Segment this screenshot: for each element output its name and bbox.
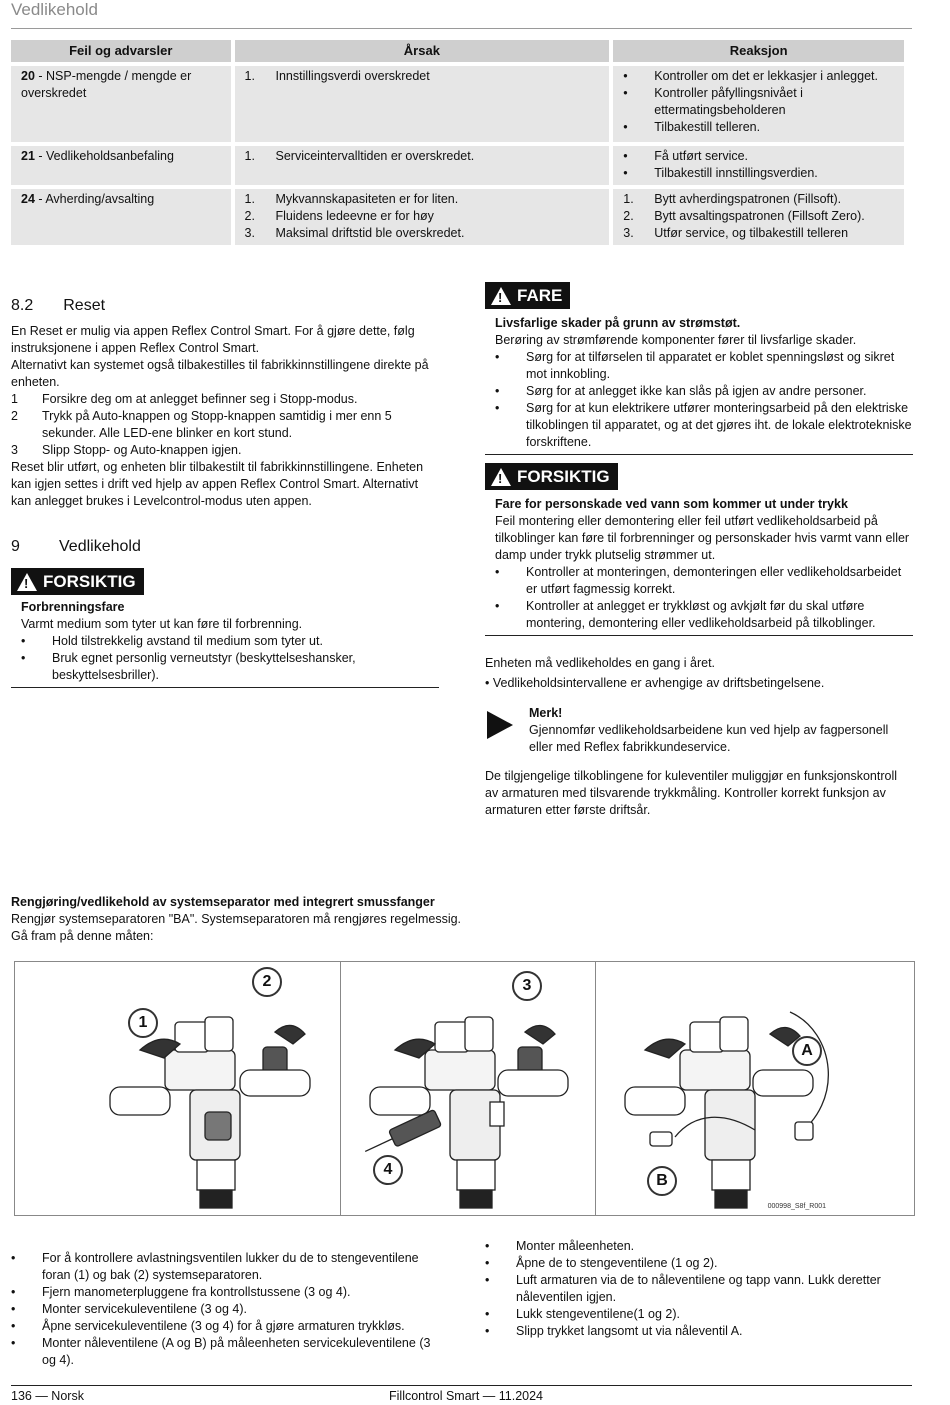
reaction-cell bbox=[613, 146, 904, 185]
list-item: 1. Innstillingsverdi overskredet bbox=[244, 68, 430, 83]
list-item: • Slipp trykket langsomt ut via nåleventil A. bbox=[485, 1324, 743, 1338]
cause-cell bbox=[235, 146, 610, 185]
figure-code: 000998_S8f_R001 bbox=[767, 1203, 826, 1211]
danger-heading: Livsfarlige skader på grunn av strømstøt. bbox=[495, 315, 741, 330]
column-header-cause: Årsak bbox=[235, 40, 610, 62]
footer-divider bbox=[11, 1385, 912, 1386]
note-title: Merk! bbox=[529, 706, 563, 720]
warning-triangle-icon bbox=[17, 573, 37, 591]
callout-b: B bbox=[647, 1166, 677, 1196]
caution-badge: ! FORSIKTIG bbox=[485, 463, 618, 490]
reset-paragraph: En Reset er mulig via appen Reflex Control Smart. For å gjøre dette, følg instruksjonene i appen Reflex Control Smart. bbox=[11, 323, 415, 355]
separator-drawing-1 bbox=[15, 962, 340, 1217]
reset-paragraph: Reset blir utført, og enheten blir tilbakestilt til fabrikkinnstillingene. Enheten kan igjen settes i drift ved hjelp av appen Reflex Control Smart. Alternativt kan anlegget brukes i Levelcontrol-modus uten appen. bbox=[11, 459, 424, 508]
warning-burn bbox=[11, 568, 439, 688]
list-item: • Monter måleenheten. bbox=[485, 1239, 635, 1253]
cleaning-paragraph: Rengjør systemseparatoren "BA". Systemseparatoren må rengjøres regelmessig. bbox=[11, 912, 462, 926]
list-item: 3 Slipp Stopp- og Auto-knappen igjen. bbox=[11, 442, 242, 457]
list-item: 3. Utfør service, og tilbakestill telleren bbox=[623, 225, 849, 240]
fault-label: - NSP-mengde / mengde er overskredet bbox=[21, 68, 192, 100]
reset-steps bbox=[11, 391, 431, 459]
table-row bbox=[11, 146, 904, 185]
list-item: • Kontroller om det er lekkasjer i anlegget. bbox=[623, 68, 878, 83]
cleaning-paragraph: Gå fram på denne måten: bbox=[11, 929, 154, 943]
warning-triangle-icon bbox=[491, 468, 511, 486]
callout-2: 2 bbox=[252, 967, 282, 997]
list-item: 2. Fluidens ledeevne er for høy bbox=[244, 208, 434, 223]
error-table bbox=[7, 36, 908, 249]
list-item: • Kontroller at monteringen, demonteringen eller vedlikeholdsarbeidet er utført fagmessig korrekt. bbox=[495, 564, 902, 596]
column-header-faults: Feil og advarsler bbox=[11, 40, 231, 62]
cleaning-heading: Rengjøring/vedlikehold av systemseparator med integrert smussfanger bbox=[11, 895, 435, 909]
cleaning-section bbox=[11, 894, 631, 945]
document-title: Fillcontrol Smart — 11.2024 bbox=[389, 1389, 543, 1403]
table-row bbox=[11, 189, 904, 245]
list-item: 1 Forsikre deg om at anlegget befinner seg i Stopp-modus. bbox=[11, 391, 358, 406]
section-header-title: Vedlikehold bbox=[11, 0, 98, 19]
list-item: • Sørg for at kun elektrikere utfører monteringsarbeid på den elektriske tilkoblingen til apparatet, og at det gjøres iht. de lokale elektrotekniske forskriftene. bbox=[495, 400, 912, 449]
danger-text: Berøring av strømførende komponenter fører til livsfarlige skader. bbox=[495, 332, 857, 347]
callout-4: 4 bbox=[373, 1155, 403, 1185]
interval-text bbox=[485, 655, 913, 692]
danger-box bbox=[485, 282, 913, 455]
table-row bbox=[11, 66, 904, 142]
list-item: • Luft armaturen via de to nåleventilene og tapp vann. Lukk deretter nåleventilen igjen. bbox=[485, 1273, 881, 1304]
reset-section bbox=[11, 295, 431, 510]
caution-box bbox=[485, 463, 913, 636]
caution-heading: Fare for personskade ved vann som kommer ut under trykk bbox=[495, 496, 848, 511]
separator-figure bbox=[14, 961, 915, 1216]
list-item: • Kontroller at anlegget er trykkløst og avkjølt før du skal utføre montering, demontering eller vedlikeholdsarbeid på tilkoblinger. bbox=[495, 598, 876, 630]
list-item: 2. Bytt avsaltingspatronen (Fillsoft Zero). bbox=[623, 208, 865, 223]
fault-cell: 21 - Vedlikeholdsanbefaling bbox=[11, 146, 231, 185]
caution-text: Feil montering eller demontering eller feil utført vedlikeholdsarbeid på tilkoblinger kan føre til forbrenninger og personskader hvis varmt vann eller damp under trykk plutselig strømmer ut. bbox=[495, 513, 910, 562]
list-item: • Monter servicekuleventilene (3 og 4). bbox=[11, 1302, 247, 1316]
list-item: • Lukk stengeventilene(1 og 2). bbox=[485, 1307, 680, 1321]
warning-triangle-icon bbox=[491, 287, 511, 305]
list-item: • Fjern manometerpluggene fra kontrollstussene (3 og 4). bbox=[11, 1285, 351, 1299]
warning-rule bbox=[11, 687, 439, 688]
caution-rule bbox=[485, 635, 913, 636]
list-item: • Kontroller påfyllingsnivået i ettermatingsbeholderen bbox=[623, 85, 803, 117]
list-item: • Åpne servicekuleventilene (3 og 4) for å gjøre armaturen trykkløs. bbox=[11, 1319, 405, 1333]
callout-3: 3 bbox=[512, 971, 542, 1001]
list-item: • For å kontrollere avlastningsventilen lukker du de to stengeventilene foran (1) og bak (2) systemseparatoren. bbox=[11, 1251, 419, 1282]
interval-paragraph: • Vedlikeholdsintervallene er avhengige av driftsbetingelsene. bbox=[485, 676, 825, 690]
note-text: Gjennomfør vedlikeholdsarbeidene kun ved hjelp av fagpersonell eller med Reflex fabrikkundeservice. bbox=[529, 723, 889, 754]
play-arrow-icon bbox=[487, 711, 513, 739]
cause-cell bbox=[235, 189, 610, 245]
header-divider bbox=[11, 28, 912, 29]
valves-text: De tilgjengelige tilkoblingene for kuleventiler muliggjør en funksjonskontroll av armaturen med tilsvarende trykkmåling. Kontroller korrekt funksjon av armaturen etter første driftsår. bbox=[485, 769, 898, 817]
list-item: 1. Serviceintervalltiden er overskredet. bbox=[244, 148, 475, 163]
danger-rule bbox=[485, 454, 913, 455]
danger-badge: ! FARE bbox=[485, 282, 570, 309]
maintenance-heading: 9 Vedlikehold bbox=[11, 538, 141, 555]
list-item: • Sørg for at anlegget ikke kan slås på igjen av andre personer. bbox=[495, 383, 867, 398]
reset-heading: 8.2 Reset bbox=[11, 297, 106, 314]
page-number: 136 — Norsk bbox=[11, 1389, 84, 1403]
list-item: 2 Trykk på Auto-knappen og Stopp-knappen samtidig i mer enn 5 sekunder. Alle LED-ene blinker en kort stund. bbox=[11, 408, 392, 440]
callout-1: 1 bbox=[128, 1008, 158, 1038]
reaction-cell bbox=[613, 189, 904, 245]
list-item: 1. Mykvannskapasiteten er for liten. bbox=[244, 191, 459, 206]
reset-paragraph: Alternativt kan systemet også tilbakestilles til fabrikkinnstillingene direkte på enheten. bbox=[11, 357, 429, 389]
note-box bbox=[485, 705, 913, 756]
separator-drawing-3 bbox=[595, 962, 916, 1217]
list-item: • Tilbakestill innstillingsverdien. bbox=[623, 165, 818, 180]
list-item: • Tilbakestill telleren. bbox=[623, 119, 761, 134]
column-header-reaction: Reaksjon bbox=[613, 40, 904, 62]
fault-cell: 24 - Avherding/avsalting bbox=[11, 189, 231, 245]
list-item: • Monter nåleventilene (A og B) på måleenheten servicekuleventilene (3 og 4). bbox=[11, 1336, 431, 1367]
warning-text: Varmt medium som tyter ut kan føre til forbrenning. bbox=[21, 616, 303, 631]
list-item: • Sørg for at tilførselen til apparatet er koblet spenningsløst og sikret mot innkobling. bbox=[495, 349, 895, 381]
reaction-cell bbox=[613, 66, 904, 142]
list-item: • Bruk egnet personlig verneutstyr (beskyttelseshansker, beskyttelsesbriller). bbox=[21, 650, 356, 682]
fault-cell bbox=[11, 66, 231, 142]
warning-heading: Forbrenningsfare bbox=[21, 599, 125, 614]
callout-a: A bbox=[792, 1036, 822, 1066]
interval-paragraph: Enheten må vedlikeholdes en gang i året. bbox=[485, 656, 716, 670]
left-steps bbox=[11, 1250, 439, 1369]
list-item: • Få utført service. bbox=[623, 148, 749, 163]
list-item: • Hold tilstrekkelig avstand til medium som tyter ut. bbox=[21, 633, 323, 648]
right-steps bbox=[485, 1238, 913, 1340]
warning-badge: ! FORSIKTIG bbox=[11, 568, 144, 595]
fault-code: 20 bbox=[21, 68, 35, 83]
list-item: 1. Bytt avherdingspatronen (Fillsoft). bbox=[623, 191, 842, 206]
list-item: • Åpne de to stengeventilene (1 og 2). bbox=[485, 1256, 718, 1270]
list-item: 3. Maksimal driftstid ble overskredet. bbox=[244, 225, 465, 240]
cause-cell bbox=[235, 66, 610, 142]
